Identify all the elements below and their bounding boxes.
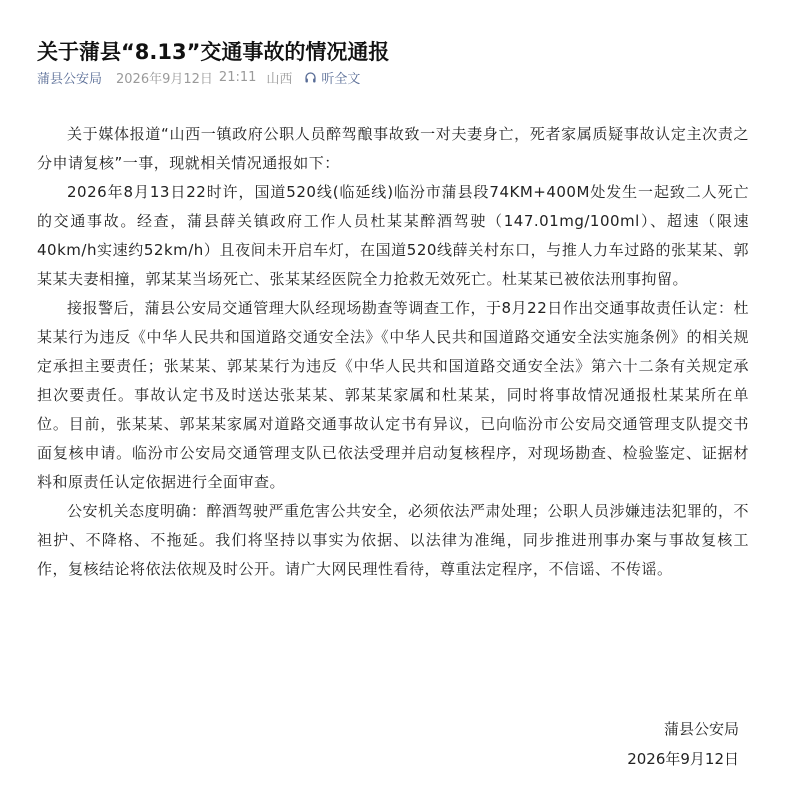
article-meta [37,66,360,88]
headphones-icon [304,71,321,84]
paragraph-stance: 公安机关态度明确：醉酒驾驶严重危害公共安全，必须依法严肃处理；公职人员涉嫌违法犯罪的，不袒护、不降格、不拖延。我们将坚持以事实为依据、以法律为准绳，同步推进刑事办案与事故复核工作，复核结论将依法依规及时公开。请广大网民理性看待，尊重法定程序，不信谣、不传谣。 [37,502,750,578]
signature-block [627,714,739,774]
article-body [37,120,749,584]
paragraph-incident: 2026年8月13日22时许，国道520线(临延线)临汾市蒲县段74KM+400M处发生一起致二人死亡的交通事故。经查，蒲县薛关镇政府工作人员杜某某醉酒驾驶（147.01mg/100ml）、超速（限速40km/h实速约52km/h）且夜间未开启车灯，在国道520线薛关村东口，与推人力车过路的张某某、郭某某夫妻相撞，郭某某当场死亡、张某某经医院全力抢救无效死亡。杜某某已被依法刑事拘留。 [37,183,749,288]
publisher-link[interactable]: 蒲县公安局 [37,71,103,87]
publish-time: 21:11 [218,69,257,85]
article-title: 关于蒲县“8.13”交通事故的情况通报 [37,40,390,65]
signature-org: 蒲县公安局 [663,720,739,738]
listen-button[interactable] [304,68,360,87]
signature-date: 2026年9月12日 [627,750,739,768]
paragraph-liability: 接报警后，蒲县公安局交通管理大队经现场勘查等调查工作，于8月22日作出交通事故责任认定：杜某某行为违反《中华人民共和国道路交通安全法》《中华人民共和国道路交通安全法实施条例》的相关规定承担主要责任；张某某、郭某某行为违反《中华人民共和国道路交通安全法》第六十二条有关规定承担次要责任。事故认定书及时送达张某某、郭某某家属和杜某某，同时将事故情况通报杜某某所在单位。目前，张某某、郭某某家属对道路交通事故认定书有异议，已向临汾市公安局交通管理支队提交书面复核申请。临汾市公安局交通管理支队已依法受理并启动复核程序，对现场勘查、检验鉴定、证据材料和原责任认定依据进行全面审查。 [37,299,749,491]
publish-region: 山西 [266,71,293,87]
publish-date: 2026年9月12日 [116,71,213,87]
paragraph-intro: 关于媒体报道“山西一镇政府公职人员醉驾酿事故致一对夫妻身亡，死者家属质疑事故认定主次责之分申请复核”一事，现就相关情况通报如下： [37,125,749,172]
listen-label: 听全文 [321,71,361,87]
